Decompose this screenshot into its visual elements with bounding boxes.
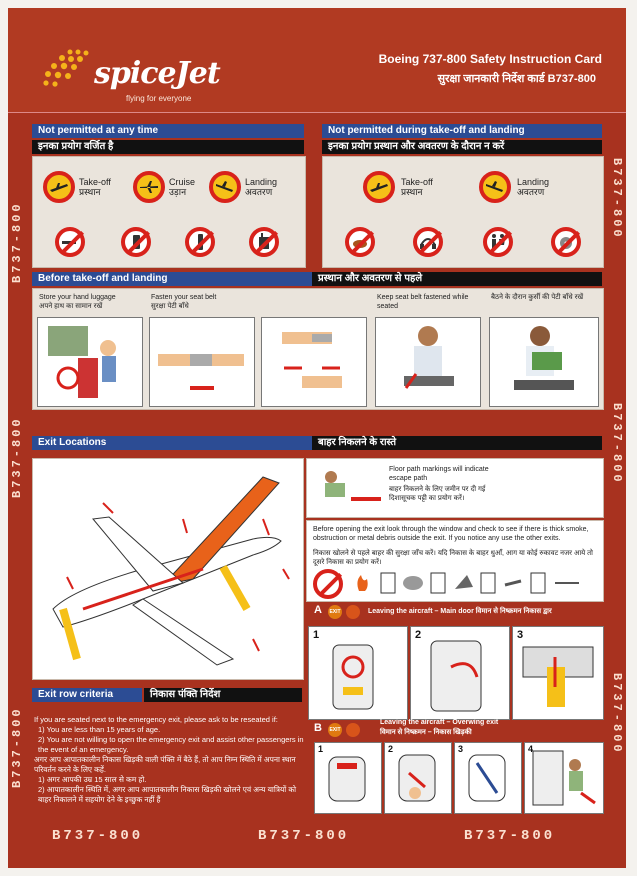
bottom-label-3: B737-800: [464, 828, 556, 844]
bottom-label-1: B737-800: [52, 828, 144, 844]
reading-passenger-illustration: [489, 317, 599, 407]
before-takeoff-title: Before take-off and landing: [32, 272, 312, 286]
exit-locations-title-hindi: बाहर निकलने के रास्ते: [312, 436, 602, 450]
not-permitted-takeoff-title-hindi: इनका प्रयोग प्रस्थान और अवतरण के दौरान न करें: [322, 140, 602, 154]
phase-takeoff: Take-off प्रस्थान: [79, 177, 111, 197]
safety-card: [8, 8, 626, 868]
landing-icon: [209, 171, 241, 203]
overwing-step-3: 3: [454, 742, 522, 814]
takeoff-icon: [43, 171, 75, 203]
exit-sign-icon: EXIT: [328, 605, 342, 619]
exit-row-title-hindi: निकास पंक्ति निर्देश: [144, 688, 302, 702]
phase-cruise: Cruise उड़ान: [169, 177, 196, 197]
exit-row-intro-hindi: अगर आप आपातकालीन निकास खिड़की वाली पंक्ति में बैठे हैं, तो आप निम्न स्थिति में अपना स्थान परिवर्तन करने के लिए कहें.: [34, 755, 296, 774]
no-cd-player-icon: [551, 227, 581, 257]
brand-tagline: flying for everyone: [126, 94, 192, 103]
before-opening-panel: [306, 520, 604, 602]
exit-window-icon: [346, 723, 360, 737]
exit-row-item-1: 1) You are less than 15 years of age.: [38, 725, 161, 734]
section-b-letter: B: [314, 722, 322, 734]
exit-row-criteria: [34, 715, 304, 805]
side-label-left-bottom: B737-800: [10, 706, 24, 788]
store-luggage-illustration: [37, 317, 143, 407]
step-store-luggage-label: Store your hand luggage अपने हाथ का सामान रखें: [39, 294, 116, 310]
phase-landing: Landing अवतरण: [245, 177, 278, 197]
side-label-left-top: B737-800: [10, 201, 24, 283]
step-keep-fastened-label: Keep seat belt fastened while seated: [377, 294, 469, 310]
before-takeoff-panel: [32, 288, 604, 410]
card-header: [8, 8, 626, 113]
phase-landing: Landing अवतरण: [517, 177, 550, 197]
no-food-icon: [345, 227, 375, 257]
exit-row-title: Exit row criteria: [32, 688, 142, 702]
landing-icon: [479, 171, 511, 203]
exit-row-item-1-hindi: 1) अगर आपकी उम्र 15 साल से कम हो.: [38, 775, 147, 784]
before-opening-text-hindi: निकास खोलने से पहले बाहर की सुरक्षा जाँच करें। यदि निकास के बाहर धुआँ, आग या कोई रुकावट नजर आये तो दूसरे निकास का प्रयोग करें।: [313, 550, 593, 566]
no-mobile-phone-icon: [121, 227, 151, 257]
takeoff-icon: [363, 171, 395, 203]
logo-dots-icon: [40, 48, 96, 88]
side-label-right-bottom: B737-800: [610, 673, 624, 755]
main-door-step-3: 3: [512, 626, 604, 720]
fasten-belt-illustration-1: [149, 317, 255, 407]
floor-path-text-hindi: बाहर निकलने के लिए जमीन पर दी गई दिशासूचक पट्टी का प्रयोग करें।: [389, 486, 486, 502]
no-toilet-icon: [483, 227, 513, 257]
keep-belt-fastened-illustration: [375, 317, 481, 407]
aircraft-exit-diagram: [32, 458, 304, 680]
no-walkie-talkie-icon: [249, 227, 279, 257]
not-permitted-any-panel: [32, 156, 306, 268]
before-opening-text: Before opening the exit look through the window and check to see if there is thick smoke, obstruction or metal debris outside the exit. If you notice any use the other exits.: [313, 526, 589, 542]
floor-path-icon: [311, 463, 391, 513]
phase-takeoff: Take-off प्रस्थान: [401, 177, 433, 197]
card-title-hindi: सुरक्षा जानकारी निर्देश कार्ड B737-800: [437, 73, 596, 85]
brand-logo: spiceJet: [94, 56, 220, 91]
not-permitted-takeoff-panel: [322, 156, 604, 268]
section-a-letter: A: [314, 604, 322, 616]
hazard-window-icons: [351, 569, 591, 597]
not-permitted-any-title: Not permitted at any time: [32, 124, 304, 138]
exit-row-item-2-hindi: 2) आपातकालीन स्थिति में, अगर आप आपातकालीन निकास खिड़की खोलने एवं अन्य यात्रियों को बाहर निकालने में सहयोग देने के इच्छुक नहीं हैं: [38, 785, 297, 804]
exit-door-icon: [346, 605, 360, 619]
bottom-label-2: B737-800: [258, 828, 350, 844]
side-label-right-mid: B737-800: [610, 403, 624, 485]
floor-path-text: Floor path markings will indicate escape path: [389, 466, 489, 482]
no-entry-icon: [313, 569, 343, 599]
step-keep-fastened-label-hindi: बैठने के दौरान कुर्सी की पेटी बाँधे रखें: [491, 294, 584, 301]
exit-row-item-2: 2) You are not willing to open the emergency exit and assist other passengers in the event of an emergency.: [38, 735, 304, 754]
aircraft-icon: [33, 459, 303, 679]
before-takeoff-title-hindi: प्रस्थान और अवतरण से पहले: [312, 272, 602, 286]
main-door-step-1: 1: [308, 626, 408, 720]
exit-sign-icon: EXIT: [328, 723, 342, 737]
section-b-text: Leaving the aircraft – Overwing exit: [380, 719, 499, 726]
no-headphones-icon: [413, 227, 443, 257]
exit-locations-title: Exit Locations: [32, 436, 312, 450]
fasten-belt-illustration-2: [261, 317, 367, 407]
no-smoking-icon: [55, 227, 85, 257]
cruise-icon: [133, 171, 165, 203]
section-b-text-hindi: विमान से निष्क्रमन – निकास खिड़की: [380, 729, 472, 736]
overwing-step-2: 2: [384, 742, 452, 814]
overwing-step-4: 4: [524, 742, 604, 814]
main-door-step-2: 2: [410, 626, 510, 720]
section-a-text: Leaving the aircraft – Main door विमान से निष्क्रमन निकास द्वार: [368, 608, 552, 615]
step-fasten-belt-label: Fasten your seat belt सुरक्षा पेटी बाँधे: [151, 294, 217, 310]
side-label-right-top: B737-800: [610, 158, 624, 240]
no-remote-control-icon: [185, 227, 215, 257]
card-title: Boeing 737-800 Safety Instruction Card: [378, 52, 602, 66]
floor-path-panel: [306, 458, 604, 518]
overwing-step-1: 1: [314, 742, 382, 814]
not-permitted-takeoff-title: Not permitted during take-off and landing: [322, 124, 602, 138]
exit-row-intro: If you are seated next to the emergency exit, please ask to be reseated if:: [34, 715, 278, 724]
not-permitted-any-title-hindi: इनका प्रयोग वर्जित है: [32, 140, 304, 154]
side-label-left-mid: B737-800: [10, 416, 24, 498]
